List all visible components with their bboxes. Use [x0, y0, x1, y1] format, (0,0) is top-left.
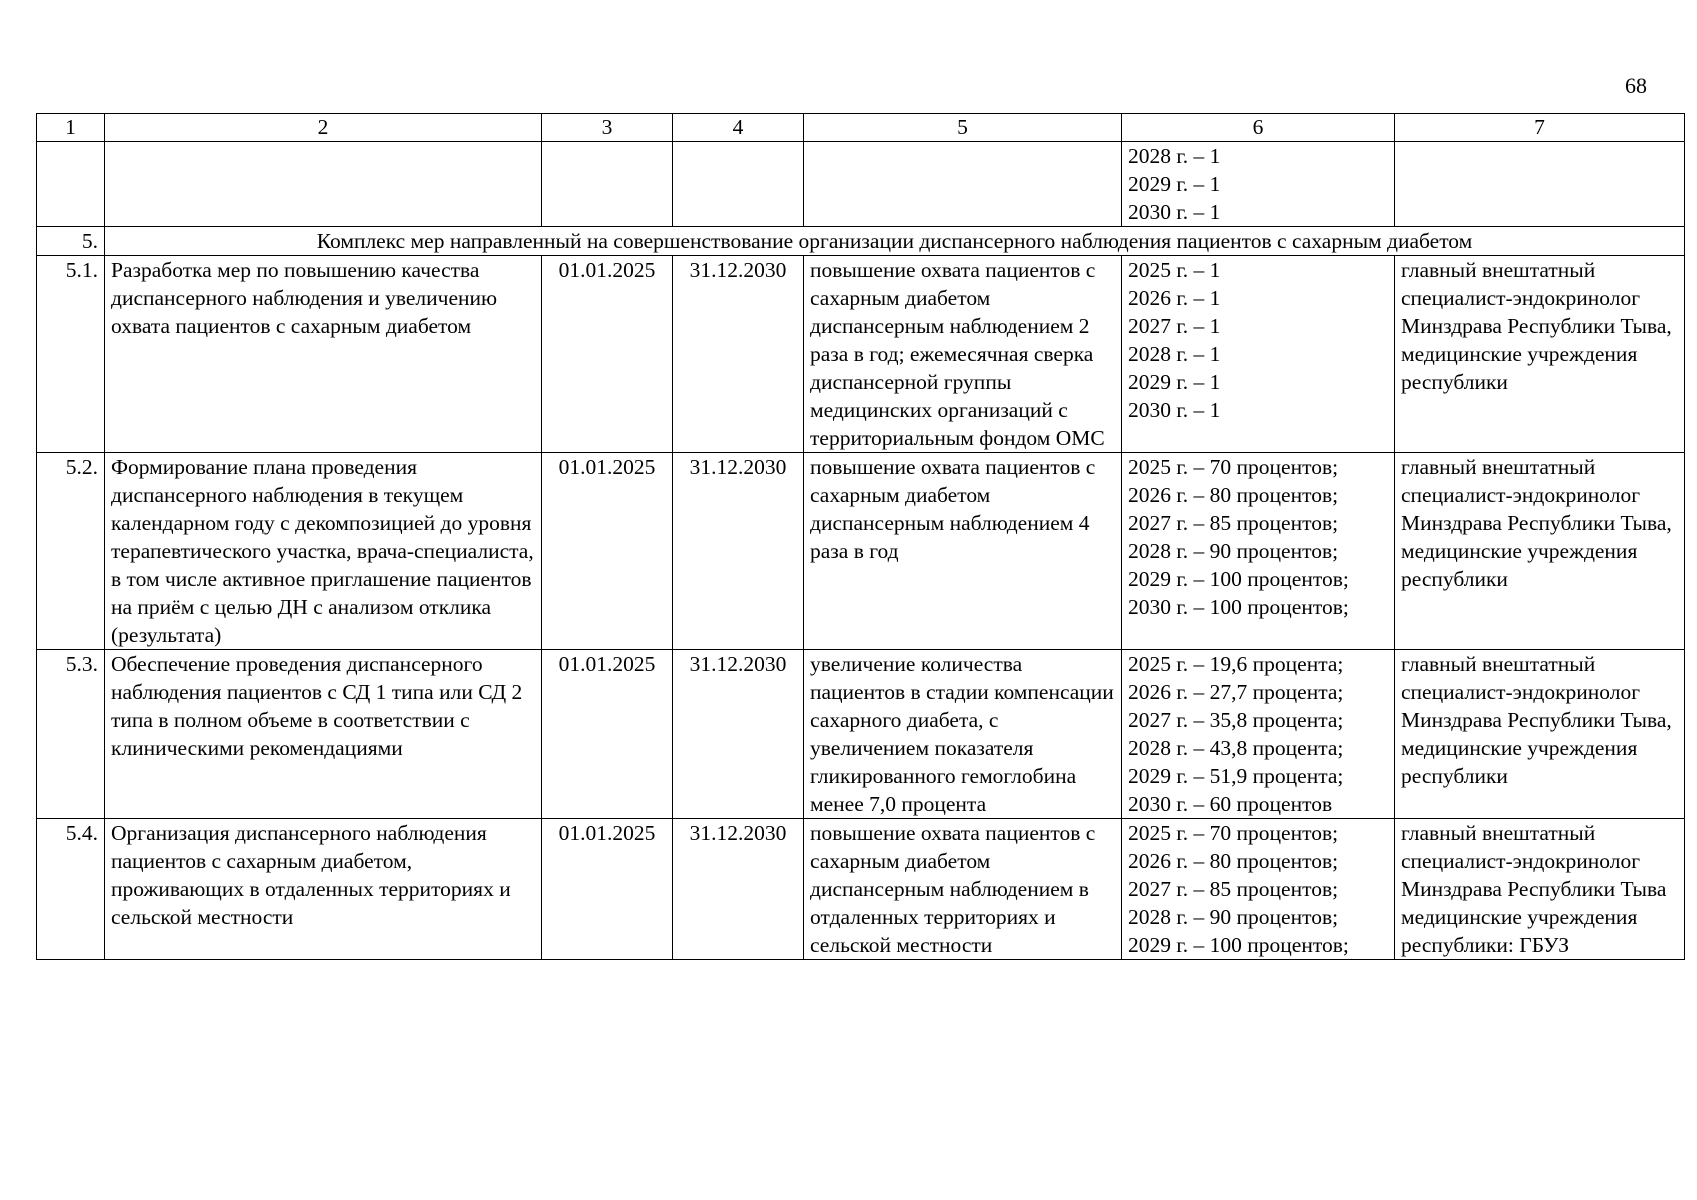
- indicator-line: 2030 г. – 60 процентов: [1128, 792, 1333, 816]
- table-row: [37, 819, 1685, 960]
- column-header-5: 5: [804, 114, 1122, 142]
- indicator-line: 2027 г. – 1: [1128, 314, 1221, 338]
- table-cell: [105, 142, 542, 227]
- continuation-row: [37, 142, 1685, 227]
- indicator-line: 2029 г. – 1: [1128, 370, 1221, 394]
- row-number: 5.4.: [37, 819, 105, 960]
- indicator-line: 2029 г. – 1: [1128, 172, 1221, 196]
- indicator-line: 2025 г. – 19,6 процента;: [1128, 652, 1344, 676]
- indicator-line: 2025 г. – 1: [1128, 258, 1221, 282]
- continuation-indicators: [1122, 142, 1395, 227]
- expected-result: повышение охвата пациентов с сахарным диабетом диспансерным наблюдением 2 раза в год; ежемесячная сверка диспансерной группы медицинских организаций с территориальным фондом ОМС: [804, 256, 1122, 453]
- start-date: 01.01.2025: [542, 819, 673, 960]
- end-date: 31.12.2030: [673, 650, 804, 819]
- indicators: [1122, 256, 1395, 453]
- table-cell: [37, 142, 105, 227]
- start-date: 01.01.2025: [542, 256, 673, 453]
- row-number: 5.3.: [37, 650, 105, 819]
- indicator-line: 2026 г. – 80 процентов;: [1128, 849, 1339, 873]
- indicator-line: 2026 г. – 80 процентов;: [1128, 483, 1339, 507]
- expected-result: повышение охвата пациентов с сахарным диабетом диспансерным наблюдением в отдаленных территориях и сельской местности: [804, 819, 1122, 960]
- table-cell: [804, 142, 1122, 227]
- indicators: [1122, 819, 1395, 960]
- indicator-line: 2029 г. – 51,9 процента;: [1128, 764, 1344, 788]
- start-date: 01.01.2025: [542, 453, 673, 650]
- measures-table: [36, 113, 1685, 960]
- indicator-line: 2029 г. – 100 процентов;: [1128, 567, 1349, 591]
- indicator-line: 2030 г. – 1: [1128, 398, 1221, 422]
- indicator-line: 2028 г. – 1: [1128, 342, 1221, 366]
- measure-text: Формирование плана проведения диспансерного наблюдения в текущем календарном году с декомпозицией до уровня терапевтического участка, врача-специалиста, в том числе активное приглашение пациентов на приём с целью ДН с анализом отклика (результата): [105, 453, 542, 650]
- column-header-7: 7: [1395, 114, 1685, 142]
- measure-text: Обеспечение проведения диспансерного наблюдения пациентов с СД 1 типа или СД 2 типа в полном объеме в соответствии с клиническими рекомендациями: [105, 650, 542, 819]
- measure-text: Разработка мер по повышению качества диспансерного наблюдения и увеличению охвата пациентов с сахарным диабетом: [105, 256, 542, 453]
- table-cell: [1395, 142, 1685, 227]
- indicator-line: 2026 г. – 1: [1128, 286, 1221, 310]
- expected-result: увеличение количества пациентов в стадии компенсации сахарного диабета, с увеличением показателя гликированного гемоглобина менее 7,0 процента: [804, 650, 1122, 819]
- indicator-line: 2025 г. – 70 процентов;: [1128, 821, 1339, 845]
- indicator-line: 2028 г. – 1: [1128, 144, 1221, 168]
- responsible: главный внештатный специалист-эндокринолог Минздрава Республики Тыва, медицинские учреждения республики: [1395, 256, 1685, 453]
- column-header-2: 2: [105, 114, 542, 142]
- column-header-4: 4: [673, 114, 804, 142]
- indicator-line: 2028 г. – 90 процентов;: [1128, 539, 1339, 563]
- responsible: главный внештатный специалист-эндокринолог Минздрава Республики Тыва, медицинские учреждения республики: [1395, 650, 1685, 819]
- indicator-line: 2026 г. – 27,7 процента;: [1128, 680, 1344, 704]
- start-date: 01.01.2025: [542, 650, 673, 819]
- table-row: [37, 453, 1685, 650]
- table-row: [37, 650, 1685, 819]
- indicator-line: 2027 г. – 35,8 процента;: [1128, 708, 1344, 732]
- indicator-line: 2028 г. – 90 процентов;: [1128, 905, 1339, 929]
- responsible: главный внештатный специалист-эндокринолог Минздрава Республики Тыва медицинские учреждения республики: ГБУЗ: [1395, 819, 1685, 960]
- indicator-line: 2028 г. – 43,8 процента;: [1128, 736, 1344, 760]
- column-header-1: 1: [37, 114, 105, 142]
- indicator-line: 2025 г. – 70 процентов;: [1128, 455, 1339, 479]
- end-date: 31.12.2030: [673, 819, 804, 960]
- table-cell: [542, 142, 673, 227]
- section-title: Комплекс мер направленный на совершенствование организации диспансерного наблюдения пациентов с сахарным диабетом: [105, 227, 1685, 256]
- page-number: 68: [1625, 73, 1647, 98]
- indicator-line: 2027 г. – 85 процентов;: [1128, 511, 1339, 535]
- indicator-line: 2029 г. – 100 процентов;: [1128, 933, 1349, 957]
- section-row: [37, 227, 1685, 256]
- column-number-row: [37, 114, 1685, 142]
- measure-text: Организация диспансерного наблюдения пациентов с сахарным диабетом, проживающих в отдаленных территориях и сельской местности: [105, 819, 542, 960]
- section-number: 5.: [37, 227, 105, 256]
- indicator-line: 2027 г. – 85 процентов;: [1128, 877, 1339, 901]
- column-header-3: 3: [542, 114, 673, 142]
- responsible: главный внештатный специалист-эндокринолог Минздрава Республики Тыва, медицинские учреждения республики: [1395, 453, 1685, 650]
- end-date: 31.12.2030: [673, 453, 804, 650]
- indicators: [1122, 650, 1395, 819]
- column-header-6: 6: [1122, 114, 1395, 142]
- indicator-line: 2030 г. – 1: [1128, 200, 1221, 224]
- row-number: 5.1.: [37, 256, 105, 453]
- table-row: [37, 256, 1685, 453]
- end-date: 31.12.2030: [673, 256, 804, 453]
- table-cell: [673, 142, 804, 227]
- expected-result: повышение охвата пациентов с сахарным диабетом диспансерным наблюдением 4 раза в год: [804, 453, 1122, 650]
- row-number: 5.2.: [37, 453, 105, 650]
- indicators: [1122, 453, 1395, 650]
- indicator-line: 2030 г. – 100 процентов;: [1128, 595, 1349, 619]
